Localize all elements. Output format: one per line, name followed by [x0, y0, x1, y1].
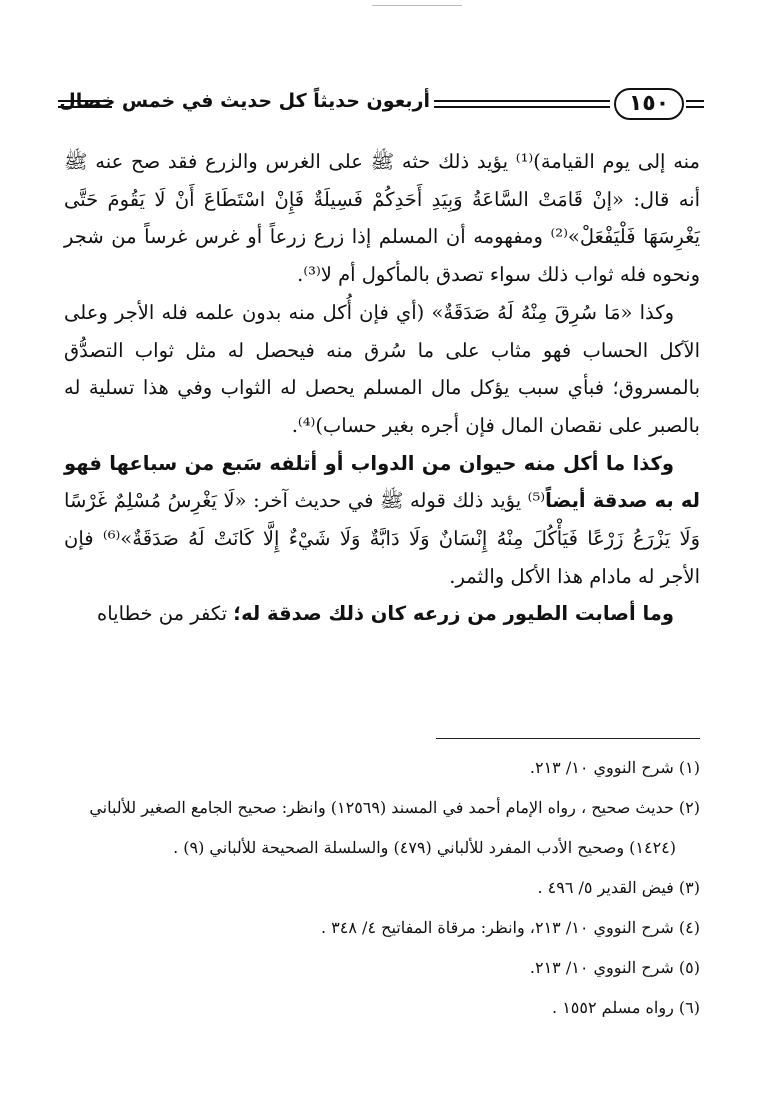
paragraph-4-bold-lead: وما أصابت الطيور من زرعه كان ذلك صدقة له؛	[233, 602, 674, 626]
footnote-4: (٤) شرح النووي ١٠/ ٢١٣، وانظر: مرقاة المفاتيح ٤/ ٣٤٨ .	[321, 918, 700, 937]
footnote-1: (١) شرح النووي ١٠/ ٢١٣.	[529, 758, 700, 777]
paragraph-3-rest: ⁽⁵⁾ يؤيد ذلك قوله ﷺ في حديث آخر: «لَا يَغْرِسُ مُسْلِمٌ غَرْسًا وَلَا يَزْرَعُ زَرْعًا فَيَأْكُلَ مِنْهُ إِنْسَانٌ وَلَا دَابَّةٌ وَلَا شَيْءٌ إِلَّا كَانَتْ لَهُ صَدَقَةٌ»⁽⁶⁾ فإن الأجر له مادام هذا الأكل والثمر.	[64, 489, 700, 588]
footnote-2-continued: (١٤٢٤) وصحيح الأدب المفرد للألباني (٤٧٩) والسلسلة الصحيحة للألباني (٩) .	[173, 838, 676, 857]
paragraph-3-bold-lead: وكذا ما أكل منه حيوان من الدواب أو أتلفه سَبع من سباعها فهو له به صدقة أيضاً	[64, 451, 700, 513]
paragraph-1: منه إلى يوم القيامة)⁽¹⁾ يؤيد ذلك حثه ﷺ على الغرس والزرع فقد صح عنه ﷺ أنه قال: «إنْ قَامَتْ السَّاعَةُ وَبِيَدِ أَحَدِكُمْ فَسِيلَةٌ فَإِنْ اسْتَطَاعَ أَنْ لَا يَقُومَ حَتَّى يَغْرِسَهَا فَلْيَفْعَلْ»⁽²⁾ ومفهومه أن المسلم إذا زرع زرعاً أو غرس غرساً من شجر ونحوه فله ثواب ذلك سواء تصدق بالمأكول أم لا⁽³⁾.	[64, 150, 700, 287]
footnote-6: (٦) رواه مسلم ١٥٥٢ .	[552, 998, 700, 1017]
page-header	[58, 88, 704, 122]
main-text	[64, 143, 700, 633]
paragraph-4-rest: تكفر من خطاياه	[97, 602, 234, 626]
top-edge-rule	[372, 5, 462, 6]
paragraph-3	[64, 445, 700, 596]
running-title: أربعون حديثاً كل حديث في خمس خصال	[59, 90, 430, 112]
paragraph-4	[64, 595, 700, 633]
header-rule-right	[686, 100, 704, 108]
footnotes	[70, 748, 700, 1028]
footnote-5: (٥) شرح النووي ١٠/ ٢١٣.	[529, 958, 700, 977]
footnote-3: (٣) فيض القدير ٥/ ٤٩٦ .	[537, 878, 700, 897]
footnote-separator	[436, 738, 700, 739]
page-number: ١٥٠	[614, 88, 684, 120]
paragraph-2: وكذا «مَا سُرِقَ مِنْهُ لَهُ صَدَقَةٌ» (أي فإن أُكل منه بدون علمه فله الأجر وعلى الآكل الحساب فهو مثاب على ما سُرق منه فيحصل له مثل ثواب التصدُّق بالمسروق؛ فبأي سبب يؤكل مال المسلم يحصل له الثواب وفي هذا تسلية له بالصبر على نقصان المال فإن أجره بغير حساب)⁽⁴⁾.	[64, 300, 700, 437]
footnote-2: (٢) حديث صحيح ، رواه الإمام أحمد في المسند (١٢٥٦٩) وانظر: صحيح الجامع الصغير للألباني	[89, 798, 700, 817]
header-rule-middle	[434, 100, 610, 108]
